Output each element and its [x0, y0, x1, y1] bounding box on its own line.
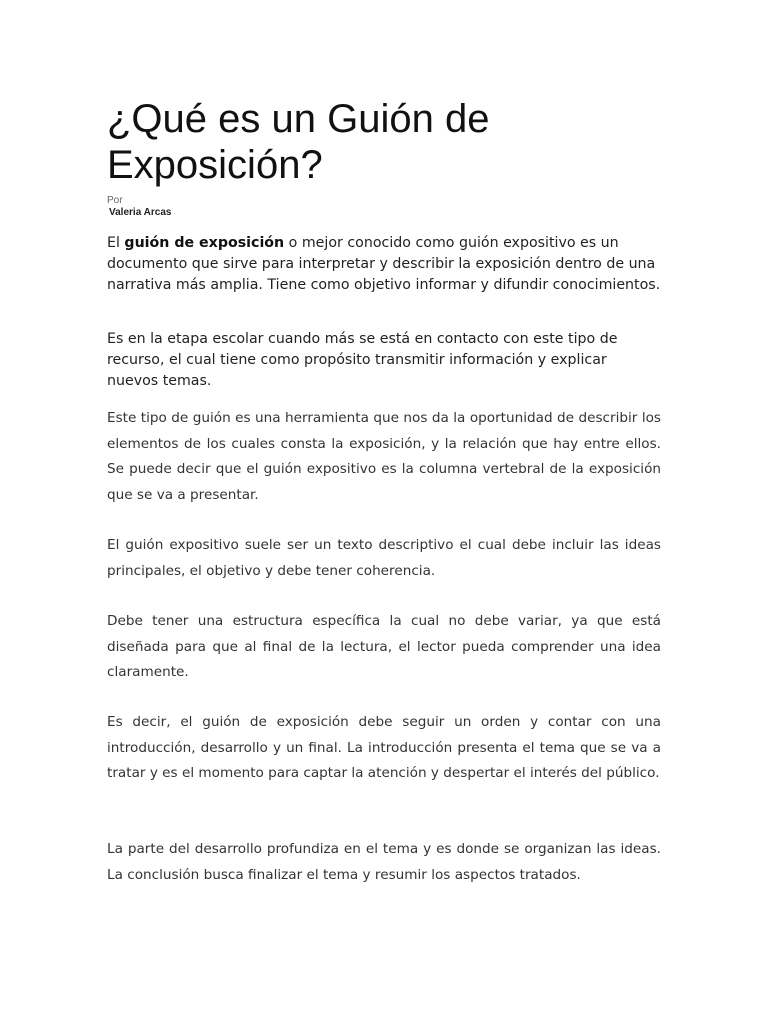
- paragraph-4: El guión expositivo suele ser un texto descriptivo el cual debe incluir las ideas principales, el objetivo y debe tener coherencia.: [107, 537, 661, 579]
- paragraph-6: Es decir, el guión de exposición debe seguir un orden y contar con una introducción, desarrollo y un final. La introducción presenta el tema que se va a tratar y es el momento para captar la atención y despertar el interés del público.: [107, 714, 661, 781]
- article-title: ¿Qué es un Guión de Exposición?: [107, 97, 490, 187]
- paragraph-7: La parte del desarrollo profundiza en el tema y es donde se organizan las ideas. La conclusión busca finalizar el tema y resumir los aspectos tratados.: [107, 841, 661, 883]
- byline-label: Por: [107, 195, 123, 206]
- author-name: Valeria Arcas: [109, 207, 172, 218]
- paragraph-2: Es en la etapa escolar cuando más se está en contacto con este tipo de recurso, el cual tiene como propósito transmitir información y explicar nuevos temas.: [107, 331, 618, 389]
- paragraph-1-prefix: El: [107, 235, 125, 251]
- paragraph-5: Debe tener una estructura específica la cual no debe variar, ya que está diseñada para que al final de la lectura, el lector pueda comprender una idea claramente.: [107, 613, 661, 680]
- paragraph-1-keyword: guión de exposición: [124, 235, 285, 251]
- paragraph-1: [107, 233, 661, 296]
- paragraph-1-rest: o mejor conocido como guión expositivo es un documento que sirve para interpretar y describir la exposición dentro de una narrativa más amplia. Tiene como objetivo informar y difundir conocimientos.: [107, 235, 661, 293]
- paragraph-3: Este tipo de guión es una herramienta que nos da la oportunidad de describir los elementos de los cuales consta la exposición, y la relación que hay entre ellos. Se puede decir que el guión expositivo es la columna vertebral de la exposición que se va a presentar.: [107, 410, 661, 503]
